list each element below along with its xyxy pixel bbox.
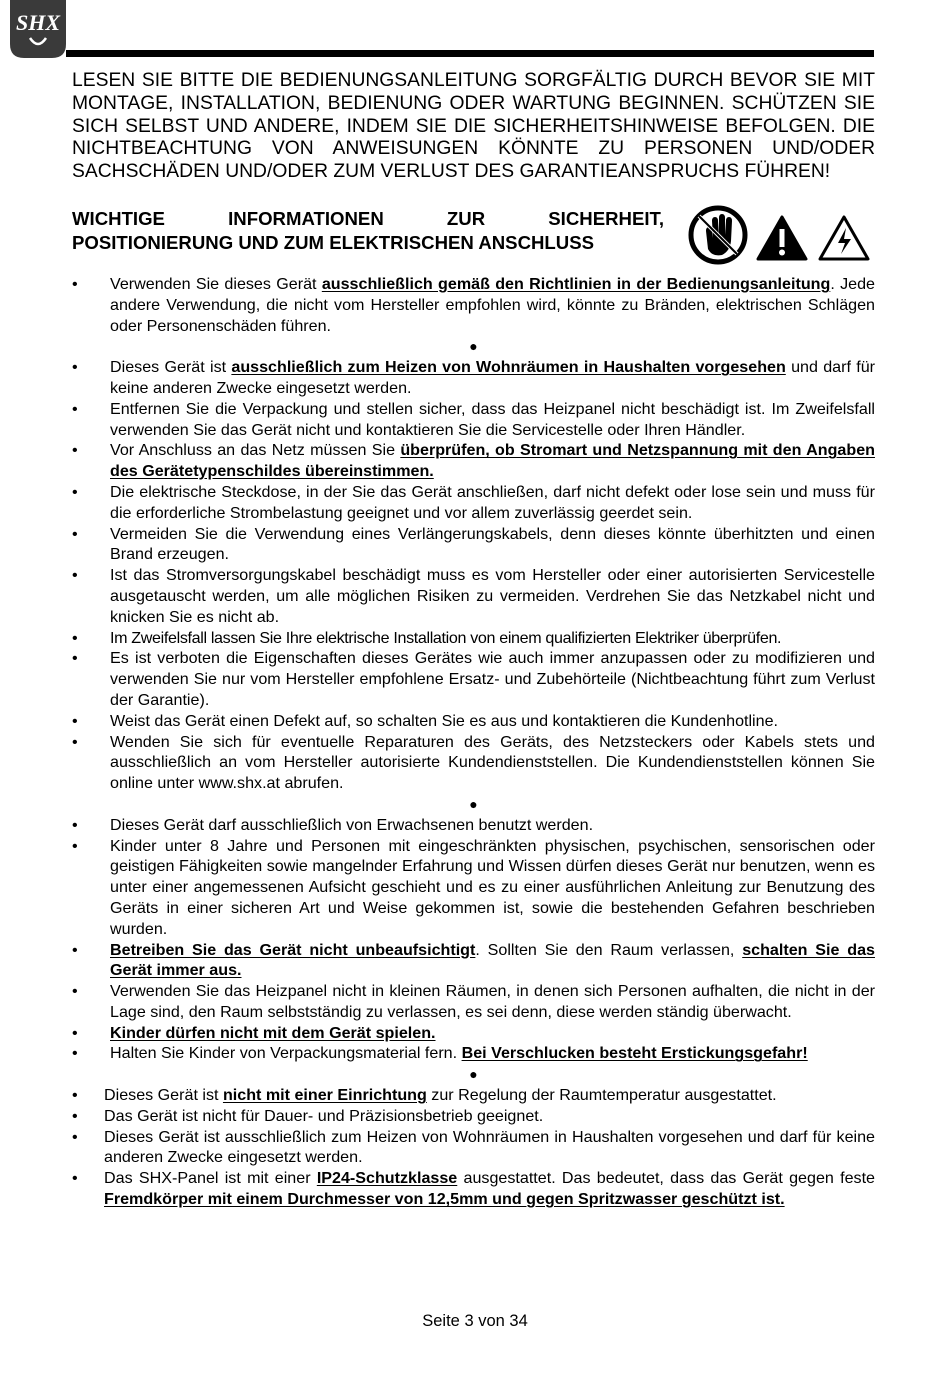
- list-item: [72, 1168, 875, 1210]
- list-item: [72, 628, 875, 649]
- item-text: Kinder unter 8 Jahre und Personen mit eingeschränkten physischen, psychischen, sensorischen oder geistigen Fähigkeiten sowie mangelnder Erfahrung und Wissen dürfen dieses Gerät nur benutzen, wenn es unter einer angemessenen Aufsicht geschieht und es zu einer ausführlichen Anleitung zur Benutzung des Geräts in einer sicheren Art und Weise gekommen ist, sowie die bestehenden Gefahren beschrieben wurden.: [110, 836, 875, 938]
- section-heading: [72, 207, 664, 254]
- bullet: •: [72, 649, 78, 668]
- bullet: •: [72, 836, 78, 855]
- item-text: Dieses Gerät ist ausschließlich zum Heizen von Wohnräumen in Haushalten vorgesehen und darf für keine anderen Zwecke eingesetzt werden.: [104, 1127, 875, 1167]
- heading-line-1: WICHTIGE INFORMATIONEN ZUR SICHERHEIT,: [72, 208, 664, 229]
- separator-dot: ●: [469, 338, 478, 355]
- list-item: [72, 1106, 875, 1127]
- item-emphasis: überprüfen, ob Stromart und Netzspannung mit den Angaben des Gerätetypenschildes übereinstimmen.: [110, 441, 875, 481]
- item-text: ausgestattet. Das bedeutet, dass das Gerät gegen feste: [457, 1169, 875, 1188]
- item-emphasis: Fremdkörper mit einem Durchmesser von 12,5mm und gegen Spritzwasser geschützt ist.: [104, 1190, 785, 1209]
- list-item: [72, 940, 875, 982]
- item-emphasis: Kinder dürfen nicht mit dem Gerät spielen.: [110, 1023, 436, 1042]
- bullet: •: [72, 732, 78, 751]
- item-text: Dieses Gerät ist: [104, 1086, 223, 1105]
- item-text: . Sollten Sie den Raum verlassen,: [475, 940, 743, 959]
- item-text: Das SHX-Panel ist mit einer: [104, 1169, 317, 1188]
- item-text: Verwenden Sie dieses Gerät: [110, 275, 322, 293]
- list-item: [72, 1085, 875, 1106]
- list-item: [72, 565, 875, 627]
- list-item: [72, 648, 875, 710]
- item-emphasis: ausschließlich gemäß den Richtlinien in der Bedienungsanleitung: [321, 275, 831, 293]
- list-item: [72, 482, 875, 524]
- list-item: [72, 399, 875, 441]
- list-item: [72, 274, 875, 336]
- intro-warning: LESEN SIE BITTE DIE BEDIENUNGSANLEITUNG SORGFÄLTIG DURCH BEVOR SIE MIT MONTAGE, INSTALLATION, BEDIENUNG ODER WARTUNG BEGINNEN. SCHÜTZEN SIE SICH SELBST UND ANDERE, INDEM SIE DIE SICHERHEITSHINWEISE BEFOLGEN. DIE NICHTBEACHTUNG VON ANWEISUNGEN KÖNNTE ZU PERSONEN UND/ODER SACHSCHÄDEN UND/ODER ZUM VERLUST DES GARANTIEANSPRUCHS FÜHREN!: [72, 70, 875, 183]
- bullet: •: [72, 441, 78, 460]
- safety-icons: [688, 205, 872, 265]
- separator-dot: ●: [469, 1066, 478, 1083]
- shx-logo-icon: [10, 0, 66, 58]
- bullet: •: [72, 1023, 78, 1042]
- bullet: •: [72, 1106, 78, 1125]
- bullet: •: [72, 1086, 78, 1105]
- warning-exclamation-icon: [758, 217, 806, 259]
- logo-text: SHX: [15, 10, 61, 35]
- item-text: und darf für keine anderen Zwecke eingesetzt werden.: [110, 358, 876, 397]
- list-item: [72, 732, 875, 794]
- bullet: •: [72, 815, 78, 834]
- item-emphasis: IP24-Schutzklasse: [316, 1169, 458, 1188]
- item-text: Im Zweifelsfall lassen Sie Ihre elektrische Installation von einem qualifizierten Elektriker überprüfen.: [110, 628, 782, 647]
- list-item: [72, 981, 875, 1023]
- electrical-hazard-icon: [820, 217, 868, 259]
- item-text: Ist das Stromversorgungskabel beschädigt muss es vom Hersteller oder einer autorisierten Servicestelle ausgetauscht werden, um alle möglichen Risiken zu vermeiden. Verdrehen Sie das Netzkabel nicht und knicken Sie es nicht ab.: [110, 566, 875, 626]
- do-not-touch-icon: [691, 208, 745, 262]
- item-emphasis: Bei Verschlucken besteht Erstickungsgefahr!: [461, 1044, 808, 1063]
- item-text: Weist das Gerät einen Defekt auf, so schalten Sie es aus und kontaktieren die Kundenhotline.: [110, 711, 779, 730]
- header-rule: [66, 50, 874, 57]
- bullet: •: [72, 1127, 78, 1146]
- bullet: •: [72, 275, 78, 293]
- item-emphasis: schalten Sie das Gerät immer aus.: [110, 940, 875, 980]
- item-text: Vermeiden Sie die Verwendung eines Verlängerungskabels, denn dieses könnte überhitzten und einen Brand erzeugen.: [110, 524, 875, 564]
- list-item: [72, 711, 875, 732]
- separator-dot: ●: [469, 795, 478, 812]
- item-text: Dieses Gerät darf ausschließlich von Erwachsenen benutzt werden.: [110, 815, 594, 834]
- list-item: [72, 524, 875, 566]
- list-item: [72, 440, 875, 482]
- bullet: •: [72, 982, 78, 1001]
- item-text: Es ist verboten die Eigenschaften dieses Gerätes wie auch immer anzupassen oder zu modifizieren und verwenden Sie nur vom Hersteller empfohlene Ersatz- und Zubehörteile (Nichtbeachtung führt zum Verlust der Garantie).: [110, 649, 875, 709]
- list-item: [72, 1127, 875, 1169]
- list-item: [72, 357, 875, 399]
- item-text: Das Gerät ist nicht für Dauer- und Präzisionsbetrieb geeignet.: [104, 1106, 544, 1125]
- item-text: Halten Sie Kinder von Verpackungsmaterial fern.: [110, 1044, 462, 1063]
- list-item: [72, 1023, 875, 1044]
- bullet: •: [72, 399, 78, 418]
- bullet: •: [72, 482, 78, 501]
- item-text: . Jede andere Verwendung, die nicht vom Hersteller empfohlen wird, könnte zu Bränden, elektrischen Schlägen oder Personenschäden führen.: [110, 275, 875, 335]
- item-text: Verwenden Sie das Heizpanel nicht in kleinen Räumen, in denen sich Personen aufhalten, die nicht in der Lage sind, den Raum selbstständig zu verlassen, es sei denn, diese werden ständig überwacht.: [110, 982, 875, 1021]
- safety-list: [72, 274, 875, 1210]
- bullet: •: [72, 358, 78, 377]
- heading-line-2: POSITIONIERUNG UND ZUM ELEKTRISCHEN ANSCHLUSS: [72, 231, 595, 253]
- item-text: zur Regelung der Raumtemperatur ausgestattet.: [426, 1086, 777, 1105]
- list-item: [72, 815, 875, 836]
- item-text: Entfernen Sie die Verpackung und stellen sicher, dass das Heizpanel nicht beschädigt ist. Im Zweifelsfall verwenden Sie das Gerät nicht und kontaktieren Sie die Servicestelle oder Ihren Händler.: [110, 399, 875, 439]
- item-text: Vor Anschluss an das Netz müssen Sie: [110, 441, 401, 460]
- item-text: Die elektrische Steckdose, in der Sie das Gerät anschließen, darf nicht defekt oder lose sein und muss für die erforderliche Strombelastung geeignet und vor allem zuverlässig geerdet sein.: [110, 482, 875, 522]
- list-item: [72, 1043, 875, 1064]
- bullet: •: [72, 524, 78, 543]
- page-number: Seite 3 von 34: [422, 1312, 528, 1330]
- item-emphasis: nicht mit einer Einrichtung: [222, 1086, 427, 1105]
- bullet: •: [72, 1169, 78, 1188]
- bullet: •: [72, 1044, 78, 1063]
- item-emphasis: ausschließlich zum Heizen von Wohnräumen in Haushalten vorgesehen: [231, 358, 786, 377]
- bullet: •: [72, 940, 78, 959]
- bullet: •: [72, 628, 78, 647]
- bullet: •: [72, 711, 78, 730]
- item-emphasis: Betreiben Sie das Gerät nicht unbeaufsichtigt: [110, 940, 476, 959]
- bullet: •: [72, 566, 78, 585]
- item-text: Dieses Gerät ist: [110, 358, 232, 377]
- list-item: [72, 836, 875, 940]
- item-text: Wenden Sie sich für eventuelle Reparaturen des Geräts, des Netzsteckers oder Kabels stets und ausschließlich an vom Hersteller autorisierte Kundendienststellen. Die Kundendienststellen können Sie online unter www.shx.at abrufen.: [110, 732, 875, 793]
